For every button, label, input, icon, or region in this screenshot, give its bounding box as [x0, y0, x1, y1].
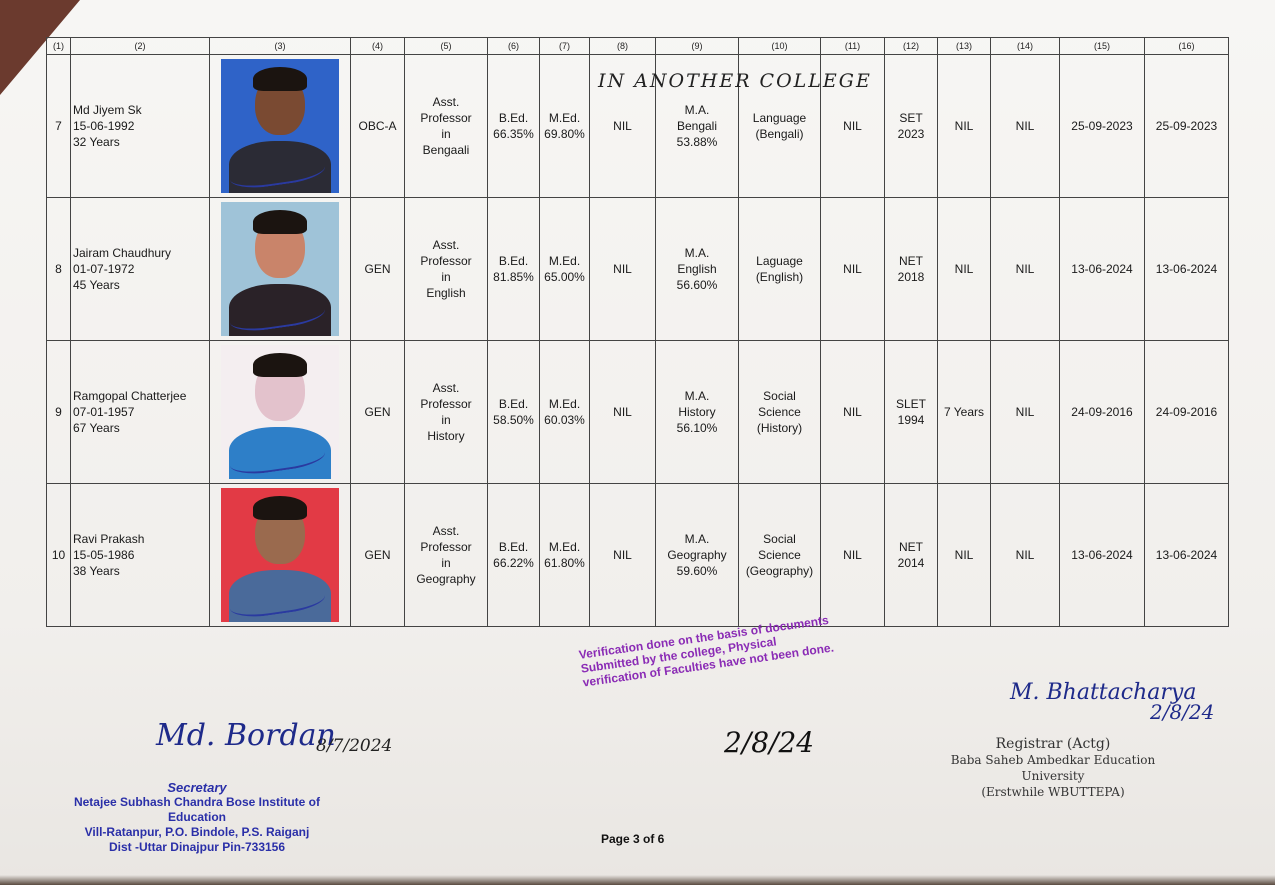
column-header: (4) — [351, 38, 405, 55]
column-header: (8) — [590, 38, 656, 55]
subject-cell-line: Language — [752, 111, 807, 125]
col8-cell: NIL — [590, 55, 656, 198]
subject-cell-line: (Bengali) — [755, 127, 804, 141]
subject-cell-line: (Geography) — [745, 564, 814, 578]
faculty-name: Jairam Chaudhury — [73, 246, 172, 260]
bottom-edge-shadow — [0, 875, 1275, 885]
designation-cell-line: History — [427, 429, 465, 443]
bed-cell — [488, 55, 540, 198]
designation-cell-line: Professor — [420, 254, 472, 268]
institute-district: Dist -Uttar Dinajpur Pin-733156 — [108, 840, 286, 854]
name-dob-age-cell — [71, 341, 210, 484]
secretary-title: Secretary — [167, 780, 227, 795]
bed-cell-line: B.Ed. — [498, 111, 529, 125]
med-cell-line: 69.80% — [544, 127, 585, 141]
med-cell-line: M.Ed. — [548, 397, 581, 411]
category-cell: GEN — [351, 484, 405, 627]
column-header: (5) — [405, 38, 488, 55]
med-cell — [540, 198, 590, 341]
column-header: (14) — [991, 38, 1060, 55]
bed-cell-line: B.Ed. — [498, 540, 529, 554]
faculty-age: 67 Years — [73, 421, 120, 435]
eligibility-test-cell-line: 1994 — [897, 413, 925, 427]
column-header: (9) — [656, 38, 739, 55]
designation-cell — [405, 341, 488, 484]
column-header: (3) — [210, 38, 351, 55]
designation-cell-line: Asst. — [432, 95, 460, 109]
eligibility-test-cell — [885, 55, 938, 198]
joining-date-cell: 13-06-2024 — [1060, 484, 1145, 627]
university-erstwhile: (Erstwhile WBUTTEPA) — [981, 785, 1125, 799]
pg-degree-cell-line: History — [678, 405, 716, 419]
institute-name: Netajee Subhash Chandra Bose Institute of Education — [73, 795, 321, 824]
approval-date-cell: 13-06-2024 — [1145, 484, 1229, 627]
eligibility-test-cell-line: SET — [899, 111, 923, 125]
col8-cell: NIL — [590, 484, 656, 627]
faculty-photo — [221, 345, 339, 479]
photo-hair — [253, 353, 307, 377]
serial-number-cell: 8 — [47, 198, 71, 341]
faculty-photo — [221, 202, 339, 336]
bed-cell — [488, 341, 540, 484]
photo-cell — [210, 198, 351, 341]
approval-date-cell: 24-09-2016 — [1145, 341, 1229, 484]
column-header: (7) — [540, 38, 590, 55]
med-cell-line: 60.03% — [544, 413, 585, 427]
photo-cell — [210, 341, 351, 484]
faculty-dob: 01-07-1972 — [73, 262, 135, 276]
designation-cell-line: in — [441, 413, 451, 427]
bed-cell-line: B.Ed. — [498, 254, 529, 268]
table-row — [47, 484, 1229, 627]
designation-cell-line: English — [426, 286, 466, 300]
designation-cell-line: in — [441, 127, 451, 141]
page-number: Page 3 of 6 — [601, 832, 665, 846]
col14-cell: NIL — [991, 341, 1060, 484]
joining-date-cell: 25-09-2023 — [1060, 55, 1145, 198]
photo-hair — [253, 496, 307, 520]
col14-cell: NIL — [991, 484, 1060, 627]
designation-cell-line: Asst. — [432, 381, 460, 395]
column-header: (16) — [1145, 38, 1229, 55]
eligibility-test-cell — [885, 341, 938, 484]
serial-number-cell: 10 — [47, 484, 71, 627]
med-cell — [540, 484, 590, 627]
verification-stamp: Verification done on the basis of documents Submitted by the college, Physical verification of Faculties have not been done. — [578, 612, 835, 690]
med-cell-line: 61.80% — [544, 556, 585, 570]
category-cell: GEN — [351, 198, 405, 341]
designation-cell-line: Asst. — [432, 238, 460, 252]
faculty-photo — [221, 59, 339, 193]
column-header: (12) — [885, 38, 938, 55]
experience-cell: NIL — [938, 484, 991, 627]
faculty-dob: 15-06-1992 — [73, 119, 135, 133]
pg-degree-cell — [656, 341, 739, 484]
experience-cell: NIL — [938, 55, 991, 198]
bed-cell-line: 66.22% — [493, 556, 534, 570]
col14-cell: NIL — [991, 55, 1060, 198]
eligibility-test-cell-line: 2018 — [897, 270, 925, 284]
subject-cell-line: Science — [758, 548, 801, 562]
name-dob-age-cell — [71, 55, 210, 198]
experience-cell: NIL — [938, 198, 991, 341]
registrar-signature: M. Bhattacharya — [1010, 680, 1197, 705]
secretary-signature: Md. Bordan — [156, 718, 336, 753]
pg-degree-cell-line: English — [677, 262, 717, 276]
serial-number-cell: 9 — [47, 341, 71, 484]
designation-cell-line: in — [441, 556, 451, 570]
subject-cell-line: (History) — [756, 421, 803, 435]
table-row — [47, 341, 1229, 484]
col8-cell: NIL — [590, 198, 656, 341]
faculty-name: Md Jiyem Sk — [73, 103, 142, 117]
designation-cell-line: Geography — [416, 572, 476, 586]
bed-cell-line: 81.85% — [493, 270, 534, 284]
col11-cell: NIL — [821, 55, 885, 198]
designation-cell-line: Professor — [420, 397, 472, 411]
subject-cell — [739, 198, 821, 341]
designation-cell — [405, 484, 488, 627]
column-header: (1) — [47, 38, 71, 55]
faculty-age: 38 Years — [73, 564, 120, 578]
pg-degree-cell-line: M.A. — [684, 532, 710, 546]
eligibility-test-cell-line: NET — [899, 254, 923, 268]
pg-degree-cell-line: M.A. — [684, 103, 710, 117]
eligibility-test-cell-line: SLET — [895, 397, 926, 411]
name-dob-age-cell — [71, 198, 210, 341]
col8-cell: NIL — [590, 341, 656, 484]
registrar-sign-date: 2/8/24 — [1150, 700, 1215, 724]
photo-hair — [253, 67, 307, 91]
registrar-title: Registrar (Actg) — [995, 736, 1111, 752]
faculty-table — [46, 37, 1229, 627]
column-header-row — [47, 38, 1229, 55]
bed-cell-line: B.Ed. — [498, 397, 529, 411]
table-row — [47, 198, 1229, 341]
serial-number-cell: 7 — [47, 55, 71, 198]
designation-cell-line: Professor — [420, 540, 472, 554]
pg-degree-cell-line: Geography — [667, 548, 727, 562]
col14-cell: NIL — [991, 198, 1060, 341]
eligibility-test-cell-line: 2014 — [897, 556, 925, 570]
faculty-name: Ramgopal Chatterjee — [73, 389, 187, 403]
subject-cell-line: (English) — [755, 270, 804, 284]
eligibility-test-cell-line: 2023 — [897, 127, 925, 141]
photo-hair — [253, 210, 307, 234]
column-header: (10) — [739, 38, 821, 55]
faculty-age: 32 Years — [73, 135, 120, 149]
subject-cell — [739, 341, 821, 484]
subject-cell-line: Laguage — [756, 254, 803, 268]
designation-cell — [405, 198, 488, 341]
university-name: Baba Saheb Ambedkar Education University — [950, 753, 1156, 783]
institute-address: Vill-Ratanpur, P.O. Bindole, P.S. Raiganj — [84, 825, 310, 839]
column-header: (6) — [488, 38, 540, 55]
pg-degree-cell-line: 56.10% — [676, 421, 718, 435]
faculty-photo — [221, 488, 339, 622]
approval-date-cell: 25-09-2023 — [1145, 55, 1229, 198]
pg-degree-cell-line: M.A. — [684, 246, 710, 260]
joining-date-cell: 24-09-2016 — [1060, 341, 1145, 484]
designation-cell-line: Asst. — [432, 524, 460, 538]
med-cell-line: 65.00% — [544, 270, 585, 284]
column-header: (11) — [821, 38, 885, 55]
joining-date-cell: 13-06-2024 — [1060, 198, 1145, 341]
eligibility-test-cell — [885, 198, 938, 341]
designation-cell-line: Professor — [420, 111, 472, 125]
med-cell-line: M.Ed. — [548, 111, 581, 125]
faculty-dob: 07-01-1957 — [73, 405, 135, 419]
subject-cell-line: Science — [758, 405, 801, 419]
column-header: (15) — [1060, 38, 1145, 55]
photo-cell — [210, 55, 351, 198]
eligibility-test-cell-line: NET — [899, 540, 923, 554]
subject-cell-line: Social — [763, 532, 796, 546]
experience-cell: 7 Years — [938, 341, 991, 484]
col11-cell: NIL — [821, 198, 885, 341]
med-cell-line: M.Ed. — [548, 540, 581, 554]
med-cell-line: M.Ed. — [548, 254, 581, 268]
secretary-stamp — [62, 780, 332, 855]
pg-degree-cell — [656, 484, 739, 627]
bed-cell-line: 58.50% — [493, 413, 534, 427]
pg-degree-cell-line: 56.60% — [676, 278, 718, 292]
registrar-stamp — [928, 736, 1178, 800]
photo-cell — [210, 484, 351, 627]
category-cell: GEN — [351, 341, 405, 484]
eligibility-test-cell — [885, 484, 938, 627]
pg-degree-cell-line: Bengali — [676, 119, 718, 133]
handwritten-note: IN ANOTHER COLLEGE — [598, 70, 872, 92]
designation-cell-line: in — [441, 270, 451, 284]
med-cell — [540, 341, 590, 484]
column-header: (2) — [71, 38, 210, 55]
verifier-initial-date: 2/8/24 — [724, 726, 815, 759]
subject-cell — [739, 484, 821, 627]
column-header: (13) — [938, 38, 991, 55]
approval-date-cell: 13-06-2024 — [1145, 198, 1229, 341]
pg-degree-cell-line: 59.60% — [676, 564, 718, 578]
pg-degree-cell — [656, 198, 739, 341]
bed-cell — [488, 198, 540, 341]
med-cell — [540, 55, 590, 198]
name-dob-age-cell — [71, 484, 210, 627]
faculty-name: Ravi Prakash — [73, 532, 145, 546]
pg-degree-cell-line: M.A. — [684, 389, 710, 403]
pg-degree-cell-line: 53.88% — [676, 135, 718, 149]
subject-cell-line: Social — [763, 389, 796, 403]
col11-cell: NIL — [821, 484, 885, 627]
designation-cell — [405, 55, 488, 198]
faculty-dob: 15-05-1986 — [73, 548, 135, 562]
designation-cell-line: Bengaali — [422, 143, 470, 157]
secretary-sign-date: 8/7/2024 — [316, 736, 393, 756]
col11-cell: NIL — [821, 341, 885, 484]
faculty-age: 45 Years — [73, 278, 120, 292]
bed-cell — [488, 484, 540, 627]
bed-cell-line: 66.35% — [493, 127, 534, 141]
category-cell: OBC-A — [351, 55, 405, 198]
